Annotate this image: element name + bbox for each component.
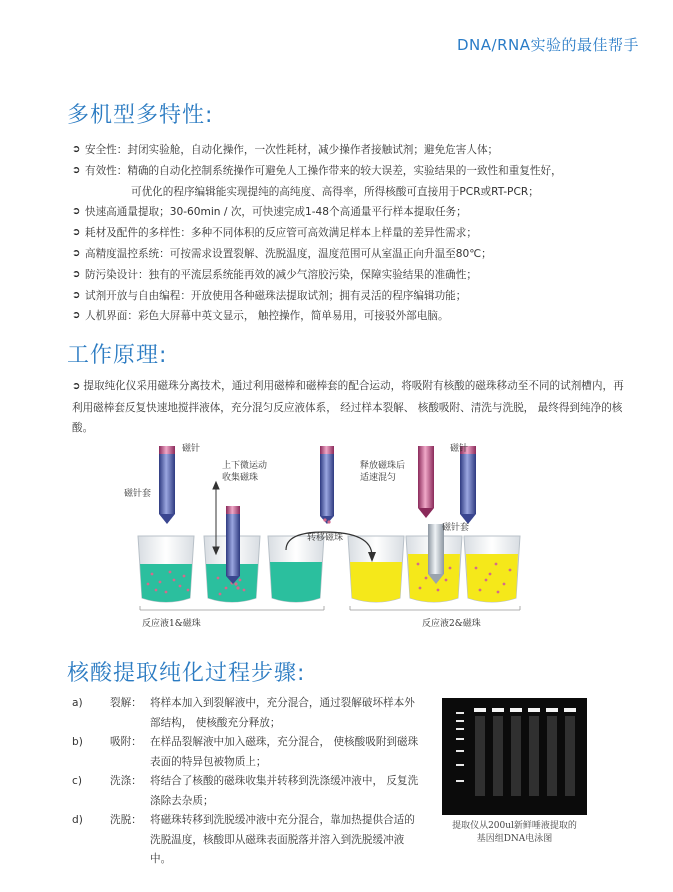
tube-3 [268, 536, 324, 602]
features-title: 多机型多特性: [67, 103, 214, 128]
step-item: d) 洗脱： 将磁珠转移到洗脱缓冲液中充分混合，靠加热提供合适的洗脱温度，核酸即从磁珠表面脱落并溶入到洗脱缓冲液中。 [72, 814, 415, 865]
arrow-bullet-icon: ➲ [72, 381, 81, 392]
diagram-illustration [100, 438, 600, 638]
step-item: c) 洗涤： 将结合了核酸的磁珠收集并转移到洗涤缓冲液中， 反复洗涤除去杂质； [72, 775, 419, 807]
step-item: a) 裂解： 将样本加入到裂解液中，充分混合，通过裂解破坏样本外部结构， 使核酸充分释放； [72, 697, 415, 729]
arrow-bullet-icon: ➲ [72, 310, 81, 322]
steps-title: 核酸提取纯化过程步骤: [67, 661, 306, 686]
magnet-sleeve-2 [460, 446, 476, 524]
arrow-bullet-icon: ➲ [72, 268, 81, 280]
label-transfer: 转移磁珠 [307, 533, 344, 543]
feature-item: ➲ 安全性：封闭实验舱，自动化操作，一次性耗材，减少操作者接触试剂；避免危害人体； [72, 140, 662, 161]
gel-caption: 提取仪从200ul新鲜唾液提取的 基因组DNA电泳图 [452, 821, 577, 844]
feature-item: ➲ 试剂开放与自由编程：开放使用各种磁珠法提取试剂；拥有灵活的程序编辑功能； [72, 286, 662, 307]
magnet-sleeve-transfer [320, 446, 334, 524]
label-reaction-2: 反应液2&磁珠 [422, 619, 481, 629]
feature-item: ➲ 快速高通量提取；30-60min / 次，可快速完成1-48个高通量平行样本提取任务； [72, 202, 662, 223]
principle-title: 工作原理: [67, 343, 168, 368]
magnet-sleeve-1 [159, 446, 175, 524]
arrow-bullet-icon: ➲ [72, 144, 81, 155]
magnet-sleeve-in-tube-2 [226, 506, 240, 584]
reaction-tubes [138, 536, 520, 602]
label-magnet-sleeve-2: 磁针套 [442, 523, 470, 533]
arrow-bullet-icon: ➲ [72, 164, 81, 176]
steps-list [72, 694, 422, 870]
arrow-bullet-icon: ➲ [72, 227, 81, 239]
step-item: b) 吸附： 在样品裂解液中加入磁珠，充分混合， 使核酸吸附到磁珠表面的特异包被物质上； [72, 736, 419, 768]
label-magnet-sleeve-1: 磁针套 [124, 489, 152, 499]
feature-item: ➲ 耗材及配件的多样性：多种不同体积的反应管可高效满足样本上样量的差异性需求； [72, 223, 662, 244]
header-title: DNA/RNA实验的最佳帮手 [457, 36, 639, 54]
tube-4 [348, 536, 404, 602]
arrow-bullet-icon: ➲ [72, 289, 81, 301]
label-up-down: 上下微运动 收集磁珠 [222, 461, 268, 483]
tube-6 [464, 536, 520, 602]
feature-item: ➲ 防污染设计：独有的平流层系统能再效的减少气溶胶污染，保障实验结果的准确性； [72, 265, 662, 286]
tube-bracket [140, 606, 520, 610]
label-magnet-2: 磁针 [450, 444, 469, 454]
label-release: 释放磁珠后 适速混匀 [360, 461, 406, 483]
arrow-bullet-icon: ➲ [72, 247, 81, 259]
magnet-2 [418, 446, 434, 518]
arrow-bullet-icon: ➲ [72, 206, 81, 218]
principle-text: ➲ 提取纯化仪采用磁珠分离技术，通过利用磁棒和磁棒套的配合运动，将吸附有核酸的磁珠移动至不同的试剂槽内，再利用磁棒套反复快速地搅拌液体，充分混匀反应液体系， 经过样本裂解、 核酸吸附、清洗与洗脱， 最终得到纯净的核酸。 [72, 380, 624, 434]
gel-bands [442, 698, 587, 815]
feature-item: ➲ 有效性：精确的自动化控制系统操作可避免人工操作带来的较大误差，实验结果的一致性和重复性好， 可优化的程序编辑能实现提纯的高纯度、高得率，所得核酸可直接用于PCR或RT-PCR； [72, 161, 662, 203]
feature-item: ➲ 人机界面：彩色大屏幕中英文显示， 触控操作，简单易用，可接驳外部电脑。 [72, 306, 662, 327]
features-list [72, 140, 662, 327]
label-magnet-1: 磁针 [182, 444, 201, 454]
label-reaction-1: 反应液1&磁珠 [142, 619, 201, 629]
magnetic-bead-diagram [100, 438, 600, 638]
gel-electrophoresis-image [442, 698, 587, 815]
feature-item: ➲ 高精度温控系统：可按需求设置裂解、洗脱温度，温度范围可从室温正向升温至80℃； [72, 244, 662, 265]
